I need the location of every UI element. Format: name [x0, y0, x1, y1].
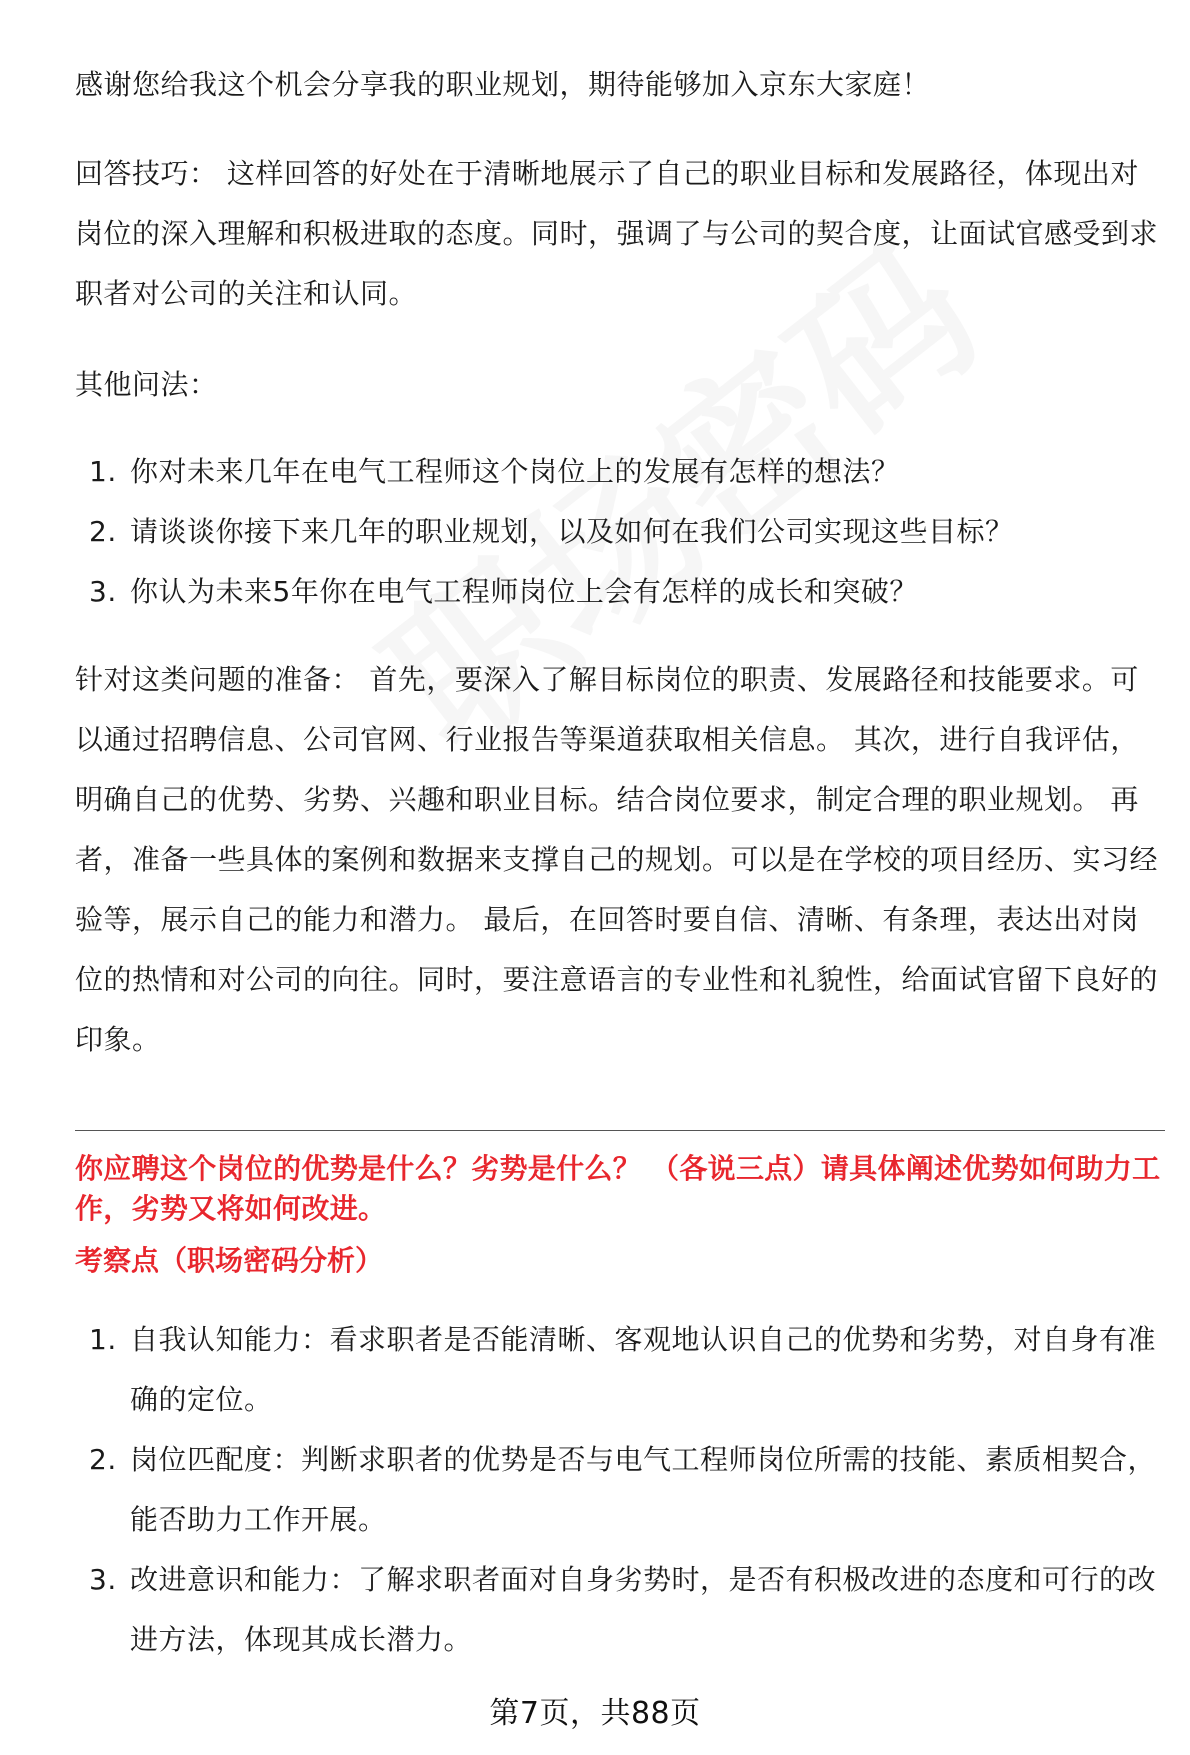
- list-number: 1.: [89, 1323, 117, 1356]
- page-number-footer: 第7页，共88页: [489, 1696, 701, 1731]
- list-number: 1.: [89, 455, 117, 488]
- list-item-text: 自我认知能力：看求职者是否能清晰、客观地认识自己的优势和劣势，对自身有准确的定位。: [130, 1323, 1157, 1416]
- preparation-paragraph: 针对这类问题的准备： 首先，要深入了解目标岗位的职责、发展路径和技能要求。可以通过招聘信息、公司官网、行业报告等渠道获取相关信息。 其次，进行自我评估，明确自己的优势、劣势、兴趣和职业目标。结合岗位要求，制定合理的职业规划。 再者，准备一些具体的案例和数据来支撑自己的规划。可以是在学校的项目经历、实习经验等，展示自己的能力和潜力。 最后，在回答时要自信、清晰、有条理，表达出对岗位的热情和对公司的向往。同时，要注意语言的专业性和礼貌性，给面试官留下良好的印象。: [75, 663, 1159, 1056]
- list-item-text: 你对未来几年在电气工程师这个岗位上的发展有怎样的想法？: [130, 455, 900, 488]
- list-item: [75, 442, 1165, 502]
- question-title: 你应聘这个岗位的优势是什么？劣势是什么？ （各说三点）请具体阐述优势如何助力工作，劣势又将如何改进。: [75, 1152, 1161, 1225]
- intro-paragraph: 感谢您给我这个机会分享我的职业规划，期待能够加入京东大家庭！: [75, 68, 931, 101]
- other-questions-list: [75, 442, 1165, 622]
- list-item: [75, 1430, 1165, 1550]
- section-divider: [75, 1130, 1165, 1131]
- answer-tip-paragraph: 回答技巧： 这样回答的好处在于清晰地展示了自己的职业目标和发展路径，体现出对岗位的深入理解和积极进取的态度。同时，强调了与公司的契合度，让面试官感受到求职者对公司的关注和认同。: [75, 157, 1159, 310]
- list-item: [75, 1310, 1165, 1430]
- assessment-heading: 考察点（职场密码分析）: [75, 1244, 384, 1277]
- list-item-text: 改进意识和能力：了解求职者面对自身劣势时，是否有积极改进的态度和可行的改进方法，体现其成长潜力。: [130, 1563, 1157, 1656]
- list-item: [75, 502, 1165, 562]
- other-questions-heading: 其他问法：: [75, 368, 218, 401]
- list-item: [75, 1550, 1165, 1670]
- list-item-text: 岗位匹配度：判断求职者的优势是否与电气工程师岗位所需的技能、素质相契合，能否助力工作开展。: [130, 1443, 1157, 1536]
- list-number: 2.: [89, 1443, 117, 1476]
- list-item-text: 你认为未来5年你在电气工程师岗位上会有怎样的成长和突破？: [130, 575, 918, 608]
- list-number: 3.: [89, 575, 117, 608]
- assessment-points-list: [75, 1310, 1165, 1670]
- list-item: [75, 562, 1165, 622]
- list-number: 3.: [89, 1563, 117, 1596]
- list-item-text: 请谈谈你接下来几年的职业规划，以及如何在我们公司实现这些目标？: [130, 515, 1014, 548]
- list-number: 2.: [89, 515, 117, 548]
